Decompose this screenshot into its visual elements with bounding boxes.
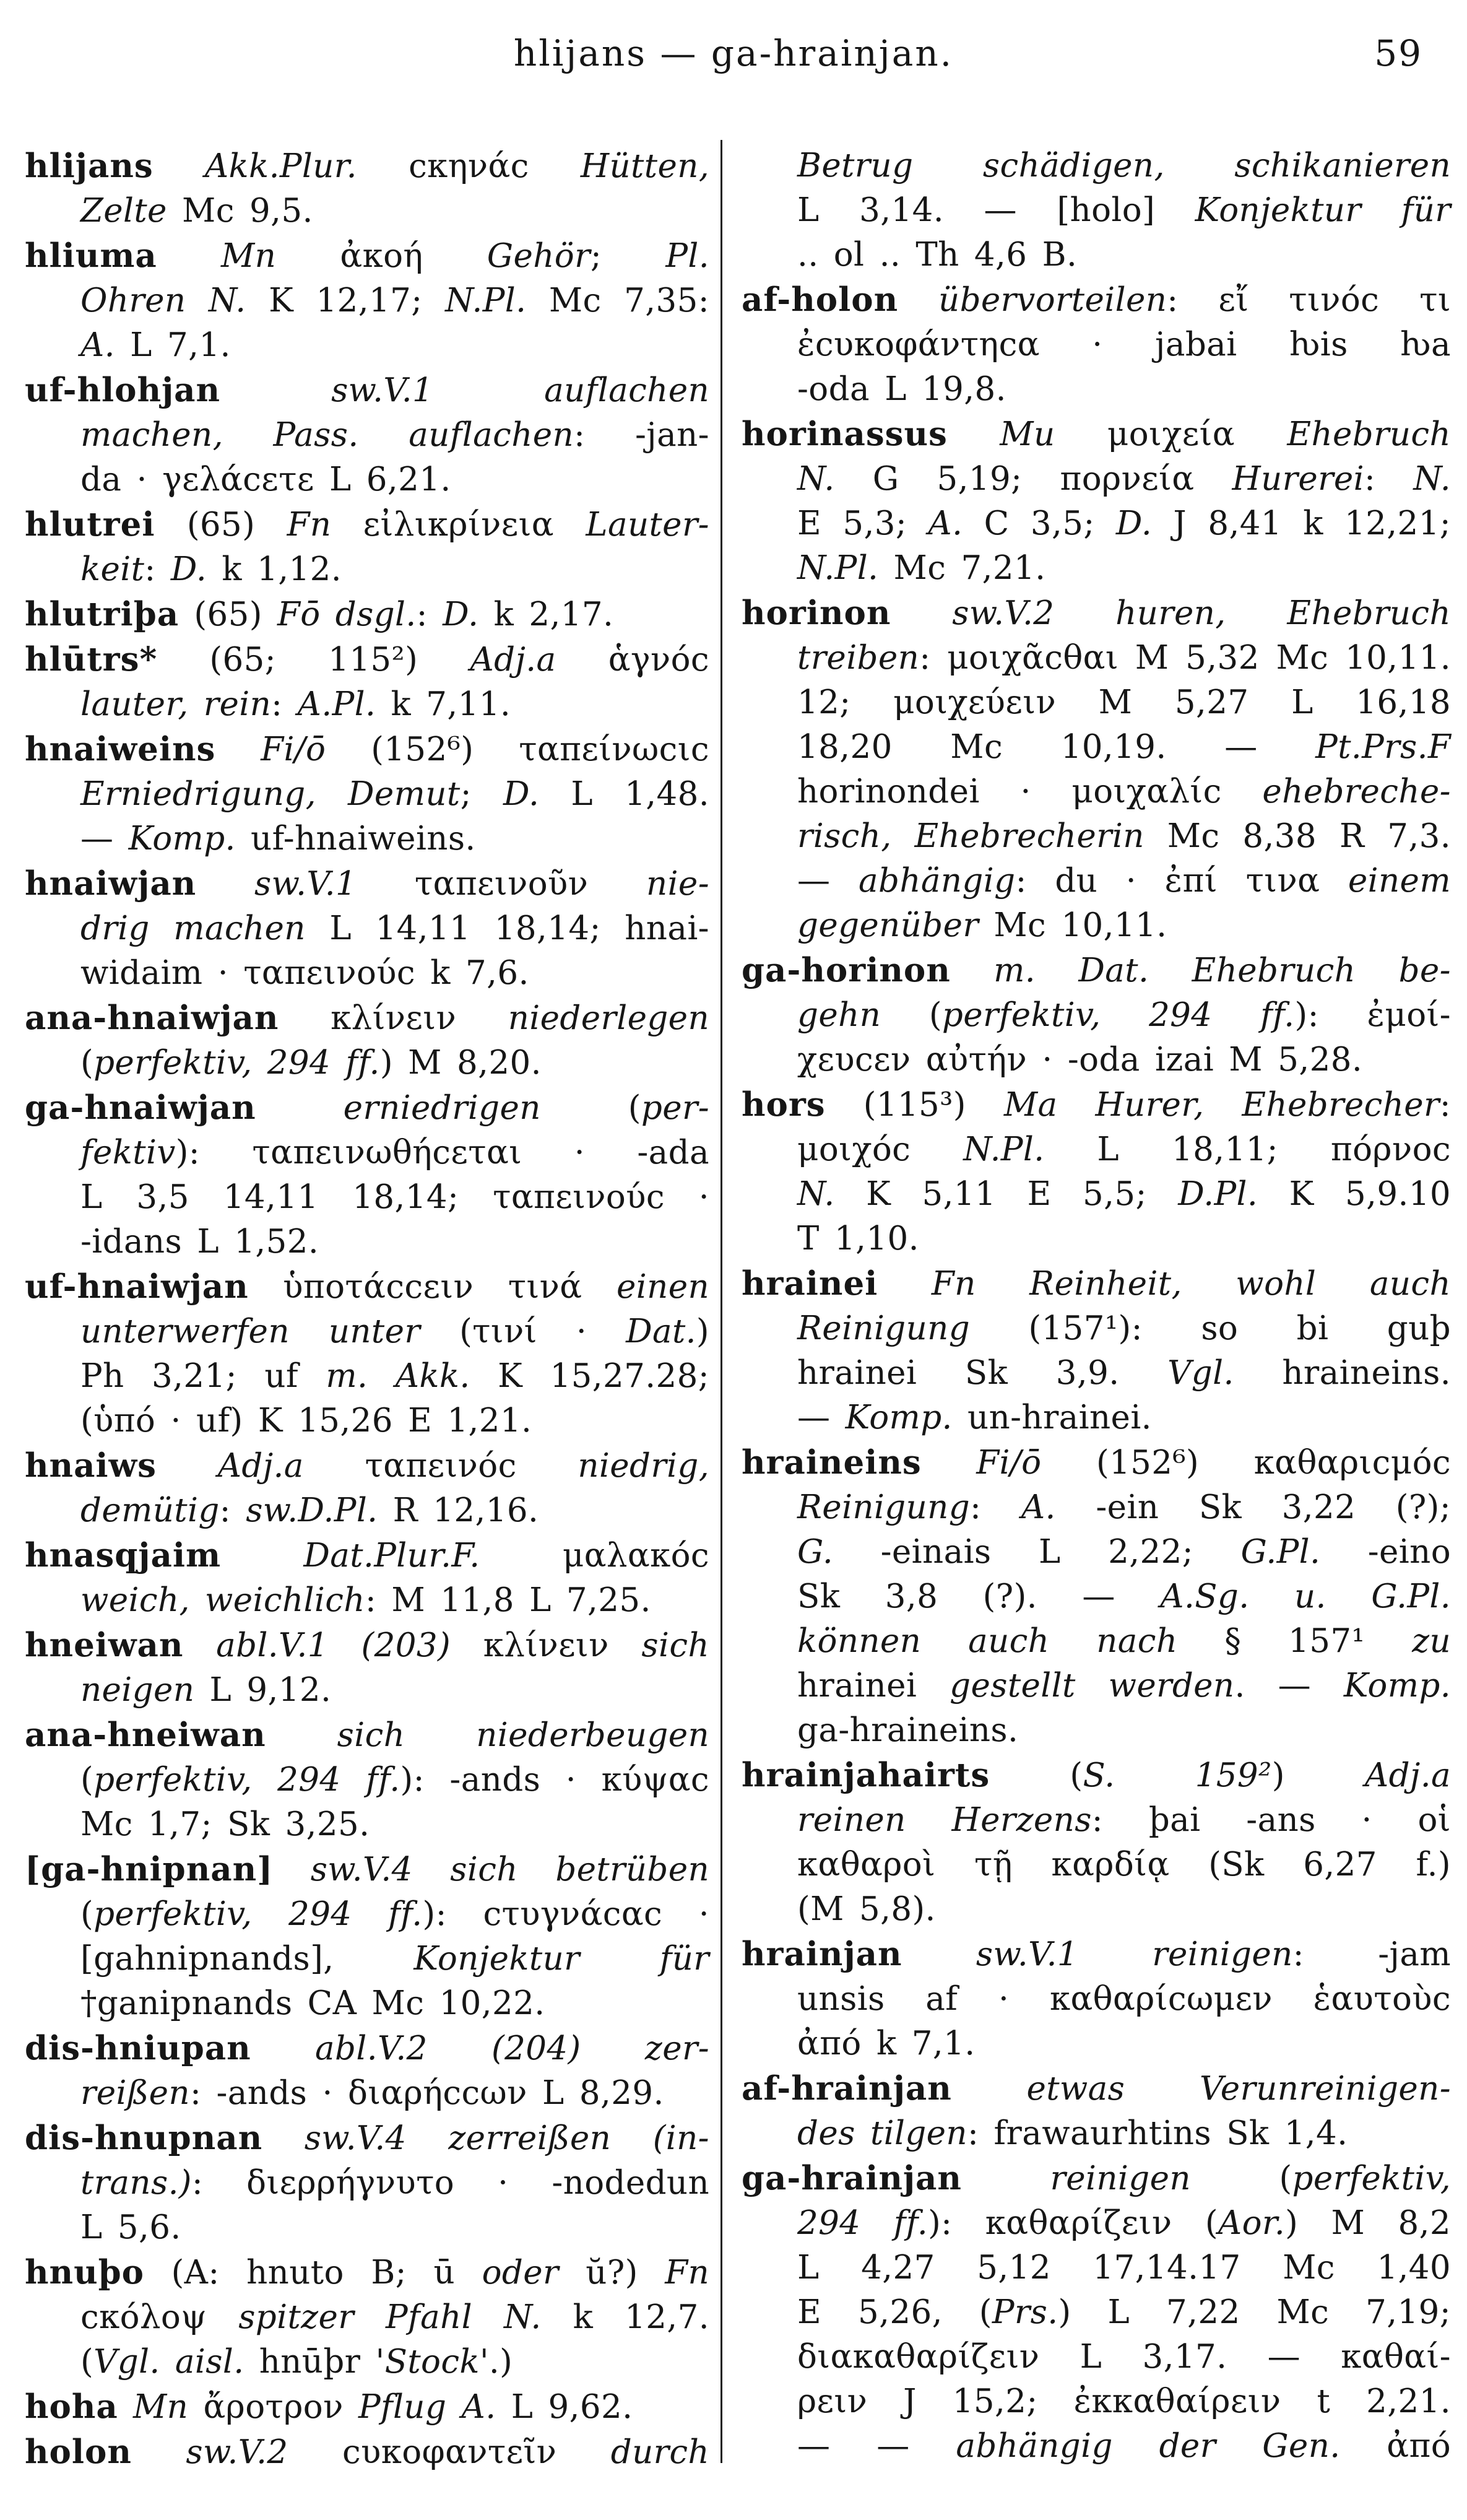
dictionary-entry	[25, 2116, 709, 2250]
entry-line: ga-hnaiwjan erniedrigen (per-	[25, 1088, 710, 1127]
column-divider-rule	[721, 140, 722, 2463]
entry-line: hrainjahairts (S. 159²) Adj.a	[742, 1756, 1451, 1794]
entry-line: treiben: μοιχᾶcθαι M 5,32 Mc 10,11.	[797, 639, 1451, 677]
headword: hors	[742, 1085, 826, 1124]
headword: hrainjahairts	[742, 1756, 990, 1794]
entry-line: hoha Mn ἄροτρον Pflug A. L 9,62.	[25, 2387, 633, 2426]
entry-line: keit: D. k 1,12.	[80, 550, 342, 588]
entry-line: E 5,3; A. C 3,5; D. J 8,41 k 12,21;	[797, 505, 1451, 542]
entry-line: reißen: -ands · διαρήccων L 8,29.	[80, 2074, 664, 2112]
headword: hlutriþa	[25, 595, 180, 633]
entry-line: af-holon übervorteilen: εἴ τινόc τι	[742, 280, 1452, 319]
entry-line: (perfektiv, 294 ff.): -ands · κύψαc	[80, 1761, 709, 1799]
dictionary-entry	[25, 233, 709, 368]
entry-line: fektiv): ταπεινωθήcεται · -ada	[80, 1134, 709, 1171]
headword: horinon	[742, 594, 891, 632]
entry-line: des tilgen: frawaurhtins Sk 1,4.	[797, 2114, 1348, 2152]
entry-line: ga-hrainjan reinigen (perfektiv,	[742, 2159, 1452, 2197]
dictionary-entry	[742, 144, 1451, 277]
dictionary-entry	[25, 1623, 709, 1713]
entry-line: ρειν J 15,2; ἐκκαθαίρειν t 2,21.	[797, 2383, 1451, 2420]
headword: af-hrainjan	[742, 2069, 952, 2108]
dictionary-entry	[742, 1082, 1451, 1261]
entry-line: Reinigung: A. -ein Sk 3,22 (?);	[797, 1488, 1451, 1526]
headword: ga-horinon	[742, 951, 951, 989]
dictionary-entry	[25, 2430, 709, 2475]
entry-line: dis-hniupan abl.V.2 (204) zer-	[25, 2029, 710, 2067]
dictionary-entry	[25, 1533, 709, 1623]
headword: hneiwan	[25, 1626, 184, 1664]
dictionary-entry	[742, 277, 1451, 412]
entry-line: [gahnipnands], Konjektur für	[80, 1940, 709, 1978]
entry-line: A. L 7,1.	[80, 326, 231, 364]
entry-line: hneiwan abl.V.1 (203) κλίνειν sich	[25, 1626, 709, 1664]
entry-line: — Komp. uf-hnaiweins.	[80, 820, 476, 858]
dictionary-entry	[742, 591, 1451, 948]
entry-line: drig machen L 14,11 18,14; hnai-	[80, 910, 709, 947]
entry-line: holon sw.V.2 cυκοφαντεῖν durch	[25, 2433, 709, 2471]
entry-line: können auch nach § 157¹ zu	[797, 1622, 1451, 1660]
entry-line: uf-hlohjan sw.V.1 auflachen	[25, 371, 709, 409]
entry-line: horinon sw.V.2 huren, Ehebruch	[742, 594, 1451, 632]
running-head	[0, 32, 1467, 74]
dictionary-entry	[742, 412, 1451, 591]
headword: uf-hnaiwjan	[25, 1267, 249, 1306]
entry-line: hlutrei (65) Fn εἰλικρίνεια Lauter-	[25, 505, 709, 544]
left-column	[25, 144, 709, 2475]
entry-line: (perfektiv, 294 ff.) M 8,20.	[80, 1044, 542, 1082]
entry-line: hnaiws Adj.a ταπεινόc niedrig,	[25, 1446, 709, 1485]
entry-line: Reinigung (157¹): so bi guþ	[797, 1310, 1451, 1347]
headword: hlijans	[25, 147, 154, 185]
dictionary-entry	[742, 2066, 1451, 2156]
entry-line: ἐcυκοφάντηcα · jabai ƕis ƕa	[797, 326, 1451, 363]
headword: hliuma	[25, 237, 157, 275]
headword: uf-hlohjan	[25, 371, 221, 409]
entry-line: ga-horinon m. Dat. Ehebruch be-	[742, 951, 1451, 989]
entry-line: διακαθαρίζειν L 3,17. — καθαί-	[797, 2338, 1451, 2376]
right-column	[742, 144, 1451, 2469]
headword: hnaiws	[25, 1446, 157, 1485]
entry-line: hlutriþa (65) Fō dsgl.: D. k 2,17.	[25, 595, 614, 633]
entry-line: hrainei gestellt werden. — Komp.	[797, 1667, 1451, 1705]
entry-line: καθαροὶ τῇ καρδίᾳ (Sk 6,27 f.)	[797, 1846, 1451, 1883]
entry-line: lauter, rein: A.Pl. k 7,11.	[80, 685, 511, 723]
dictionary-entry	[742, 1440, 1451, 1753]
entry-line: af-hrainjan etwas Verunreinigen-	[742, 2069, 1452, 2108]
entry-line: Erniedrigung, Demut; D. L 1,48.	[80, 775, 709, 813]
entry-line: Sk 3,8 (?). — A.Sg. u. G.Pl.	[797, 1578, 1451, 1615]
entry-line: .. ol .. Th 4,6 B.	[797, 236, 1078, 274]
dictionary-entry	[25, 2250, 709, 2384]
entry-line: (M 5,8).	[797, 1890, 936, 1928]
entry-line: L 4,27 5,12 17,14.17 Mc 1,40	[797, 2249, 1451, 2287]
entry-line: †ganipnands CA Mc 10,22.	[80, 1984, 545, 2022]
entry-line: unsis af · καθαρίcωμεν ἑαυτοὺc	[797, 1980, 1451, 2018]
entry-line: trans.): διερρήγνυτο · -nodedun	[80, 2164, 709, 2202]
headword: hlutrei	[25, 505, 155, 544]
entry-line: L 3,5 14,11 18,14; ταπεινούc ·	[80, 1178, 709, 1216]
entry-line: ana-hneiwan sich niederbeugen	[25, 1716, 709, 1754]
entry-line: hrainei Sk 3,9. Vgl. hraineins.	[797, 1354, 1451, 1392]
headword: horinassus	[742, 415, 948, 453]
entry-line: hnuþo (A: hnuto B; ū oder ŭ?) Fn	[25, 2253, 710, 2292]
entry-line: (perfektiv, 294 ff.): cτυγνάcαc ·	[80, 1895, 709, 1933]
entry-line: Ph 3,21; uf m. Akk. K 15,27.28;	[80, 1357, 710, 1395]
headword: hnasqjaim	[25, 1536, 222, 1575]
dictionary-entry	[25, 861, 709, 996]
entry-line: hnaiweins Fi/ō (152⁶) ταπείνωcιc	[25, 730, 709, 768]
entry-line: Mc 1,7; Sk 3,25.	[80, 1805, 370, 1843]
entry-line: dis-hnupnan sw.V.4 zerreißen (in-	[25, 2119, 709, 2157]
entry-line: hors (115³) Ma Hurer, Ehebrecher:	[742, 1085, 1451, 1124]
entry-line: N. K 5,11 E 5,5; D.Pl. K 5,9.10	[797, 1175, 1452, 1213]
headword: hnuþo	[25, 2253, 145, 2292]
headword: ga-hnaiwjan	[25, 1088, 256, 1127]
headword: dis-hniupan	[25, 2029, 251, 2067]
entry-line: neigen L 9,12.	[80, 1671, 332, 1709]
headword: holon	[25, 2433, 132, 2471]
headword: dis-hnupnan	[25, 2119, 263, 2157]
headword: [ga-hnipnan]	[25, 1850, 274, 1888]
entry-line: ἀπό k 7,1.	[797, 2025, 976, 2062]
entry-line: — Komp. un-hrainei.	[797, 1399, 1152, 1436]
entry-line: hrainei Fn Reinheit, wohl auch	[742, 1264, 1451, 1303]
entry-line: widaim · ταπεινούc k 7,6.	[80, 954, 529, 992]
dictionary-entry	[25, 727, 709, 861]
entry-line: μοιχόc N.Pl. L 18,11; πόρνοc	[797, 1131, 1451, 1168]
headword: hoha	[25, 2387, 118, 2426]
dictionary-entry	[25, 1264, 709, 1443]
dictionary-entry	[25, 996, 709, 1085]
entry-line: risch, Ehebrecherin Mc 8,38 R 7,3.	[797, 817, 1451, 855]
entry-line: hnaiwjan sw.V.1 ταπεινοῦν nie-	[25, 864, 710, 903]
entry-line: ana-hnaiwjan κλίνειν niederlegen	[25, 999, 709, 1037]
headword: ga-hrainjan	[742, 2159, 962, 2197]
entry-line: horinondei · μοιχαλίc ehebreche-	[797, 773, 1451, 810]
entry-line: machen, Pass. auflachen: -jan-	[80, 416, 709, 454]
entry-line: N. G 5,19; πορνεία Hurerei: N.	[797, 460, 1451, 498]
entry-line: cκόλοψ spitzer Pfahl N. k 12,7.	[80, 2298, 709, 2336]
entry-line: ga-hraineins.	[797, 1711, 1019, 1749]
dictionary-entry	[742, 1261, 1451, 1440]
headword: ana-hnaiwjan	[25, 999, 279, 1037]
dictionary-entry	[25, 1847, 709, 2026]
entry-line: da · γελάcετε L 6,21.	[80, 461, 451, 498]
dictionary-entry	[25, 637, 709, 727]
dictionary-entry	[25, 502, 709, 592]
headword: hrainjan	[742, 1935, 902, 1973]
dictionary-entry	[25, 1713, 709, 1847]
headword: hraineins	[742, 1443, 922, 1482]
page-number: 59	[1374, 32, 1422, 74]
dictionary-entry	[25, 1085, 709, 1264]
entry-line: reinen Herzens: þai -ans · οἱ	[797, 1801, 1451, 1839]
entry-line: hnasqjaim Dat.Plur.F. μαλακόc	[25, 1536, 709, 1575]
entry-line: horinassus Mu μοιχεία Ehebruch	[742, 415, 1452, 453]
entry-line: N.Pl. Mc 7,21.	[797, 549, 1046, 587]
entry-line: Ohren N. K 12,17; N.Pl. Mc 7,35:	[80, 282, 709, 319]
entry-line: hraineins Fi/ō (152⁶) καθαριcμόc	[742, 1443, 1451, 1482]
entry-line: T 1,10.	[797, 1220, 919, 1258]
entry-line: hlijans Akk.Plur. cκηνάc Hütten,	[25, 147, 709, 185]
entry-line: weich, weichlich: M 11,8 L 7,25.	[80, 1581, 651, 1619]
entry-line: E 5,26, (Prs.) L 7,22 Mc 7,19;	[797, 2293, 1451, 2331]
dictionary-entry	[742, 948, 1451, 1082]
headword: af-holon	[742, 280, 899, 319]
headword: hnaiweins	[25, 730, 216, 768]
entry-line: L 5,6.	[80, 2209, 181, 2246]
entry-line: hrainjan sw.V.1 reinigen: -jam	[742, 1935, 1451, 1973]
entry-line: -idans L 1,52.	[80, 1223, 319, 1261]
entry-line: Betrug schädigen, schikanieren	[797, 147, 1451, 185]
entry-line: (Vgl. aisl. hnūþr 'Stock'.)	[80, 2343, 513, 2381]
entry-line: — abhängig: du · ἐπί τινα einem	[797, 862, 1451, 900]
entry-line: 18,20 Mc 10,19. — Pt.Prs.F	[797, 728, 1451, 766]
entry-line: demütig: sw.D.Pl. R 12,16.	[80, 1492, 539, 1529]
entry-line: hliuma Mn ἀκοή Gehör; Pl.	[25, 237, 709, 275]
dictionary-entry	[25, 1443, 709, 1533]
entry-line: gehn (perfektiv, 294 ff.): ἐμοί-	[797, 996, 1451, 1034]
header-title: hlijans — ga-hrainjan.	[513, 32, 954, 74]
entry-line: χευcεν αὐτήν · -oda izai M 5,28.	[797, 1041, 1363, 1079]
entry-line: gegenüber Mc 10,11.	[797, 906, 1167, 944]
entry-line: unterwerfen unter (τινί · Dat.)	[80, 1313, 709, 1350]
dictionary-entry	[25, 144, 709, 233]
headword: hrainei	[742, 1264, 878, 1303]
entry-line: Zelte Mc 9,5.	[80, 192, 313, 230]
dictionary-entry	[742, 1753, 1451, 1932]
entry-line: uf-hnaiwjan ὑποτάccειν τινά einen	[25, 1267, 709, 1306]
headword: hlūtrs*	[25, 640, 158, 679]
dictionary-entry	[25, 2026, 709, 2116]
entry-line: (ὑπό · uf) K 15,26 E 1,21.	[80, 1402, 532, 1440]
entry-line: — — abhängig der Gen. ἀπό	[797, 2427, 1452, 2465]
dictionary-entry	[25, 368, 709, 502]
headword: hnaiwjan	[25, 864, 197, 903]
entry-line: hlūtrs* (65; 115²) Adj.a ἁγνόc	[25, 640, 710, 679]
dictionary-entry	[25, 2384, 709, 2430]
dictionary-entry	[742, 2156, 1451, 2469]
entry-line: L 3,14. — [holo] Konjektur für	[797, 191, 1451, 229]
dictionary-entry	[742, 1932, 1451, 2066]
entry-line: -oda L 19,8.	[797, 370, 1006, 408]
entry-line: 12; μοιχεύειν M 5,27 L 16,18	[797, 684, 1451, 721]
entry-line: 294 ff.): καθαρίζειν (Aor.) M 8,2	[797, 2204, 1451, 2242]
headword: ana-hneiwan	[25, 1716, 266, 1754]
dictionary-entry	[25, 592, 709, 637]
entry-line: G. -einais L 2,22; G.Pl. -eino	[797, 1533, 1451, 1571]
entry-line: [ga-hnipnan] sw.V.4 sich betrüben	[25, 1850, 710, 1888]
